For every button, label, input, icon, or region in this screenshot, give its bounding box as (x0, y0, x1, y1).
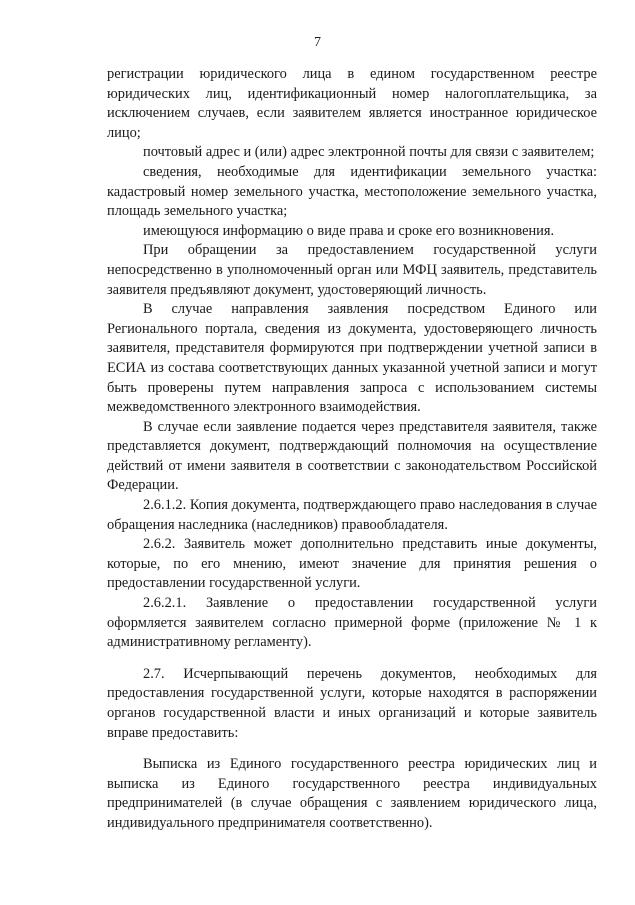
paragraph-identity-document: При обращении за предоставлением государственной услуги непосредственно в уполномоченный орган или МФЦ заявитель, представитель заявителя предъявляют документ, удостоверяющий личность. (107, 242, 597, 298)
paragraph-right-type: имеющуюся информацию о виде права и сроке его возникновения. (143, 222, 555, 239)
paragraph-2-6-2-1: 2.6.2.1. Заявление о предоставлении государственной услуги оформляется заявителем согласно примерной форме (приложение № 1 к административному регламенту). (107, 595, 597, 651)
paragraph-2-7: 2.7. Исчерпывающий перечень документов, необходимых для предоставления государственной услуги, которые находятся в распоряжении органов государственной власти и иных организаций и которые заявитель вправе предоставить: (107, 665, 597, 741)
paragraph-representative: В случае если заявление подается через представителя заявителя, также представляется документ, подтверждающий полномочия на осуществление действий от имени заявителя в соответствии с законодательством Российской Федерации. (107, 418, 597, 494)
page-number: 7 (314, 35, 321, 50)
paragraph-postal-address: почтовый адрес и (или) адрес электронной почты для связи с заявителем; (143, 144, 595, 161)
paragraph-land-plot-info: сведения, необходимые для идентификации земельного участка: кадастровый номер земельного участка, местоположение земельного участка, площадь земельного участка; (107, 163, 597, 220)
document-body (107, 65, 597, 834)
paragraph-2-6-2: 2.6.2. Заявитель может дополнительно представить иные документы, которые, по его мнению, имеют значение для принятия решения о предоставлении государственной услуги. (107, 536, 597, 592)
paragraph-registry-extract: Выписка из Единого государственного реестра юридических лиц и выписка из Единого государственного реестра индивидуальных предпринимателей (в случае обращения с заявлением юридического лица, индивидуального предпринимателя соответственно). (107, 756, 597, 831)
paragraph-2-6-1-2: 2.6.1.2. Копия документа, подтверждающего право наследования в случае обращения наследника (наследников) правообладателя. (107, 497, 597, 533)
paragraph-portal-submission: В случае направления заявления посредством Единого или Регионального портала, сведения из документа, удостоверяющего личность заявителя, представителя формируются при подтверждении учетной записи в ЕСИА из состава соответствующих данных указанной учетной записи и могут быть проверены путем направления запроса с использованием системы межведомственного электронного взаимодействия. (107, 301, 597, 416)
paragraph-registration-details: регистрации юридического лица в едином государственном реестре юридических лиц, идентификационный номер налогоплательщика, за исключением случаев, если заявителем является иностранное юридическое лицо; (107, 66, 597, 141)
